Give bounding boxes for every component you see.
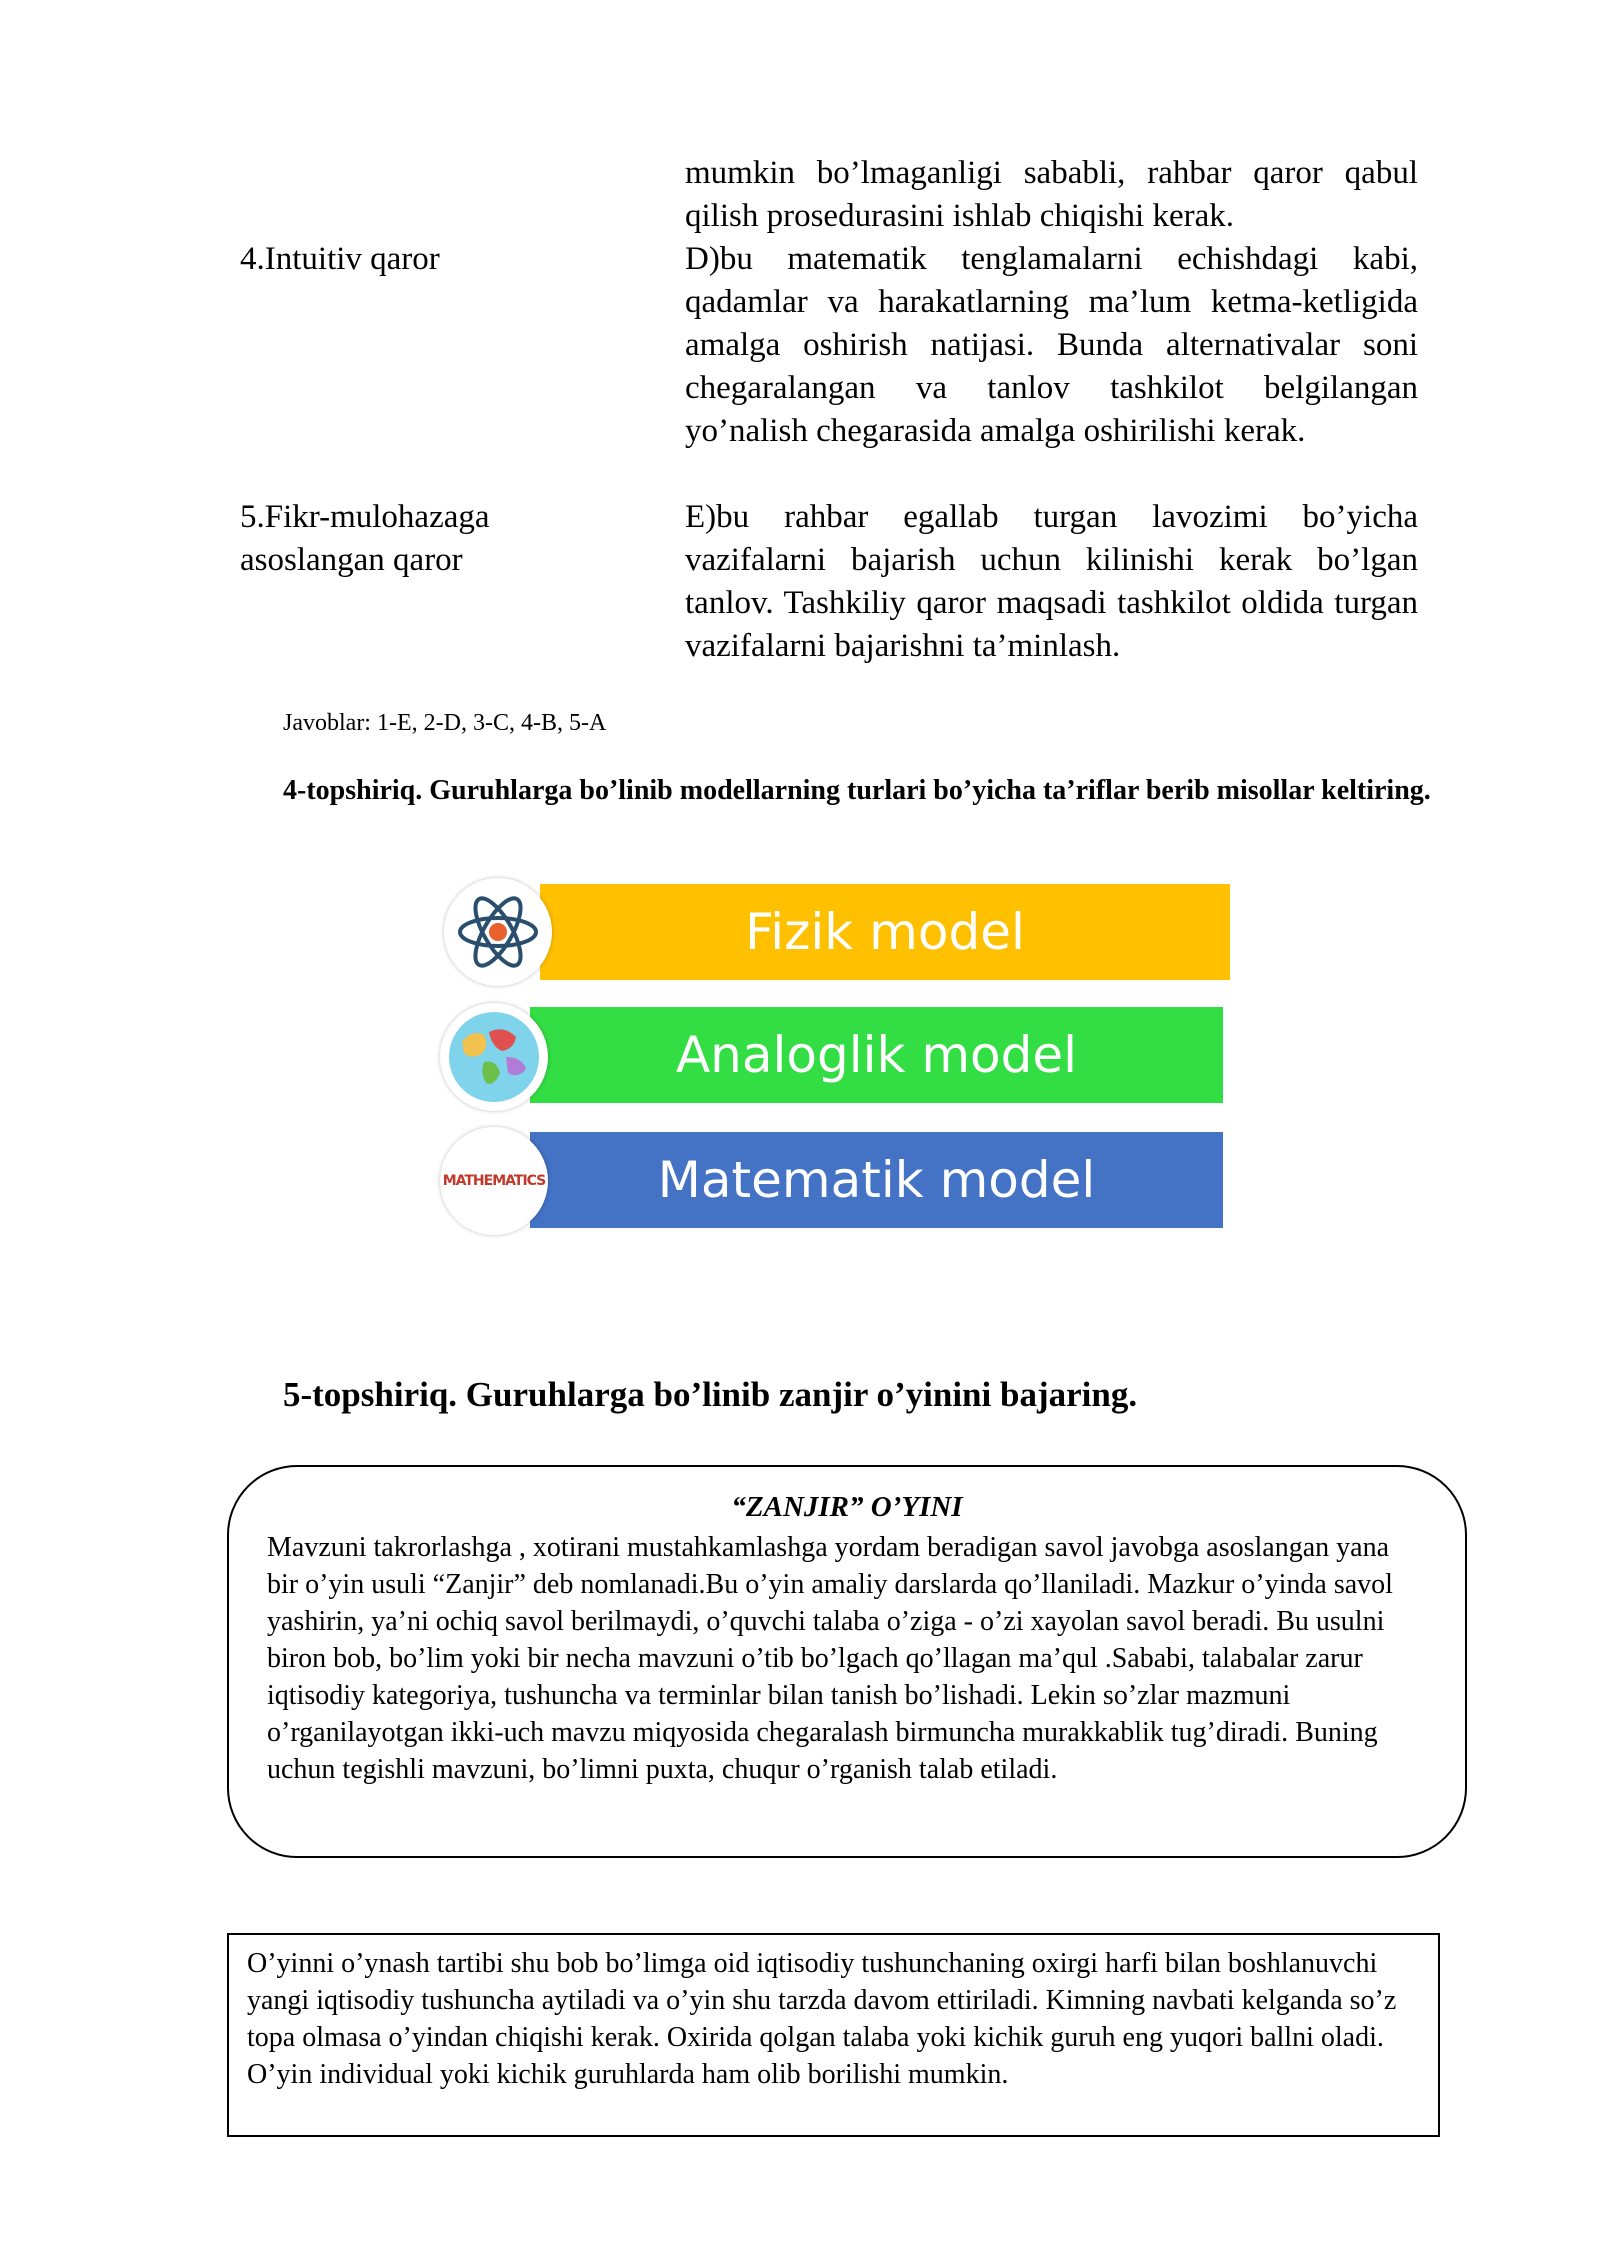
- definition-4: D)bu matematik tenglamalarni echishdagi kabi, qadamlar va harakatlarning ma’lum ketma-ketligida amalga oshirish natijasi. Bunda alternativalar soni chegaralangan va tanlov tashkilot belgilangan yo’nalish chegarasida amalga oshirilishi kerak.: [685, 241, 1418, 449]
- definition-3-tail: mumkin bo’lmaganligi sababli, rahbar qaror qabul qilish prosedurasini ishlab chiqishi kerak.: [685, 155, 1418, 234]
- globe-icon: [440, 1003, 548, 1111]
- model-band-physical: [540, 884, 1230, 980]
- game-box: [227, 1465, 1467, 1858]
- answers-line: Javoblar: 1-E, 2-D, 3-C, 4-B, 5-A: [283, 710, 607, 736]
- task-5-heading: 5-topshiriq. Guruhlarga bo’linib zanjir o’yinini bajaring.: [283, 1375, 1138, 1414]
- rules-paragraph-2: O’yin individual yoki kichik guruhlarda ham olib borilishi mumkin.: [247, 2059, 1009, 2090]
- mathematics-icon-text: MATHEMATICS: [442, 1173, 546, 1189]
- term-4: 4.Intuitiv qaror: [240, 241, 440, 277]
- model-label-analog: Analoglik model: [675, 1026, 1078, 1084]
- term-5-line-1: 5.Fikr-mulohazaga: [240, 499, 490, 535]
- definition-5: E)bu rahbar egallab turgan lavozimi bo’yicha vazifalarni bajarish uchun kilinishi kerak bo’lgan tanlov. Tashkiliy qaror maqsadi tashkilot oldida turgan vazifalarni bajarishni ta’minlash.: [685, 499, 1418, 664]
- model-band-math: [530, 1132, 1223, 1228]
- rules-paragraph-1: O’yinni o’ynash tartibi shu bob bo’limga oid iqtisodiy tushunchaning oxirgi harfi bilan boshlanuvchi yangi iqtisodiy tushuncha aytiladi va o’yin shu tarzda davom ettiriladi. Kimning navbati kelganda so’z topa olmasa o’yindan chiqishi kerak. Oxirida qolgan talaba yoki kichik guruh eng yuqori ballni oladi.: [247, 1948, 1397, 2053]
- term-5-line-2: asoslangan qaror: [240, 542, 463, 578]
- model-label-physical: Fizik model: [745, 903, 1025, 961]
- rules-box: [227, 1933, 1440, 2137]
- task-4-heading: 4-topshiriq. Guruhlarga bo’linib modellarning turlari bo’yicha ta’riflar berib misollar keltiring.: [283, 775, 1431, 806]
- mathematics-icon: [440, 1127, 548, 1235]
- game-title: “ZANJIR” O’YINI: [731, 1491, 963, 1523]
- model-label-math: Matematik model: [657, 1151, 1096, 1209]
- atom-icon: [444, 878, 552, 986]
- term-5: [240, 496, 490, 582]
- model-band-analog: [530, 1007, 1223, 1103]
- game-description: Mavzuni takrorlashga , xotirani mustahkamlashga yordam beradigan savol javobga asoslangan yana bir o’yin usuli “Zanjir” deb nomlanadi.Bu o’yin amaliy darslarda qo’llaniladi. Mazkur o’yinda savol yashirin, ya’ni ochiq savol berilmaydi, o’quvchi talaba o’ziga - o’zi xayolan savol beradi. Bu usulni biron bob, bo’lim yoki bir necha mavzuni o’tib bo’lgach qo’llagan ma’qul .Sababi, talabalar zarur iqtisodiy kategoriya, tushuncha va terminlar bilan tanish bo’lishadi. Lekin so’zlar mazmuni o’rganilayotgan ikki-uch mavzu miqyosida chegaralash birmuncha murakkablik tug’diradi. Buning uchun tegishli mavzuni, bo’limni puxta, chuqur o’rganish talab etiladi.: [267, 1532, 1393, 1785]
